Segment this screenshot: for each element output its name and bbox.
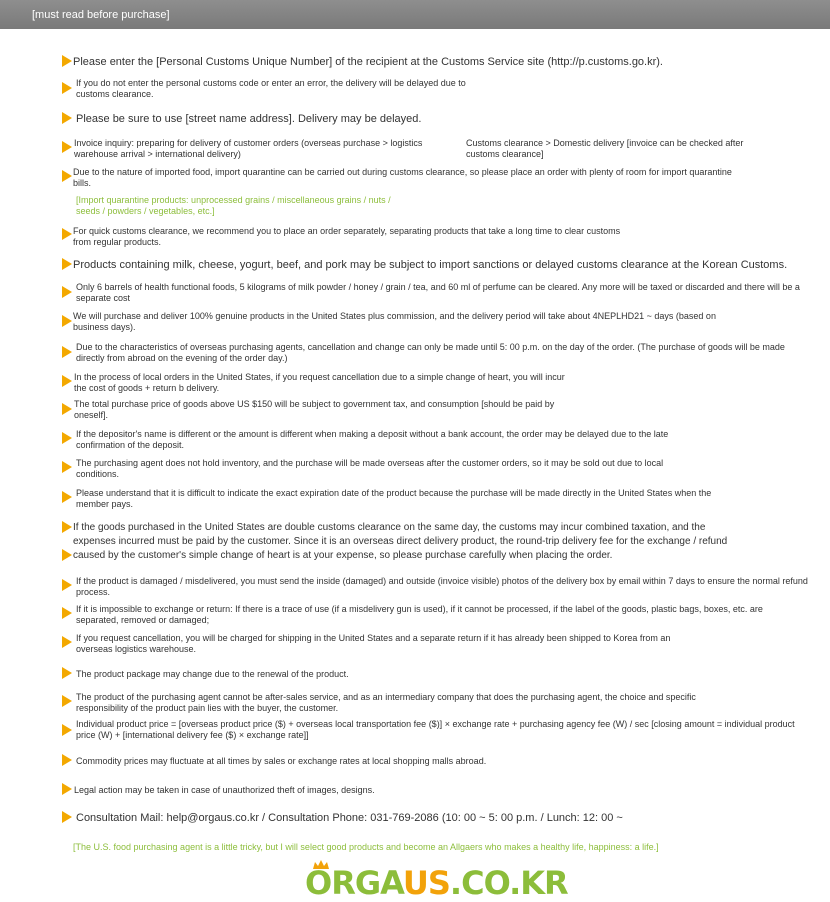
bullet-arrow-icon bbox=[62, 403, 72, 415]
logo-text-orga: ORGA bbox=[305, 864, 403, 902]
notice-item: Due to the characteristics of overseas purchasing agents, cancellation and change can only be made until 5: 00 p.m. on the day of the order. (The purchase of goods will be made directly from abroad on the evening of the order day.) bbox=[76, 342, 785, 363]
bullet-arrow-icon bbox=[62, 346, 72, 358]
bullet-arrow-icon bbox=[62, 375, 72, 387]
notice-item: If you request cancellation, you will be charged for shipping in the United States and a separate return if it has already been shipped to Korea from an overseas logistics warehouse. bbox=[76, 633, 671, 654]
bullet-arrow-icon bbox=[62, 170, 72, 182]
bullet-arrow-icon bbox=[62, 636, 72, 648]
bullet-arrow-icon bbox=[62, 491, 72, 503]
notice-item: Only 6 barrels of health functional foods, 5 kilograms of milk powder / honey / grain / tea, and 60 ml of perfume can be cleared. Any more will be taxed or discarded and there will be a separate cost bbox=[76, 282, 800, 303]
logo-text-domain: .CO.KR bbox=[449, 864, 568, 902]
bullet-arrow-icon bbox=[62, 695, 72, 707]
bullet-arrow-icon bbox=[62, 82, 72, 94]
notice-item: Due to the nature of imported food, import quarantine can be carried out during customs clearance, so please place an order with plenty of room for import quarantine bills. bbox=[73, 167, 732, 188]
bullet-arrow-icon bbox=[62, 432, 72, 444]
header-bar bbox=[0, 0, 830, 29]
notice-item: The purchasing agent does not hold inventory, and the purchase will be made overseas after the customer orders, so it may be sold out due to local conditions. bbox=[76, 458, 664, 479]
bullet-arrow-icon bbox=[62, 315, 72, 327]
notice-item-line: expenses incurred must be paid by the customer. Since it is an overseas direct delivery product, the round-trip delivery fee for the exchange / refund bbox=[73, 536, 728, 547]
bullet-arrow-icon bbox=[62, 549, 72, 561]
bullet-arrow-icon bbox=[62, 286, 72, 298]
bullet-arrow-icon bbox=[62, 667, 72, 679]
bullet-arrow-icon bbox=[62, 754, 72, 766]
notice-item-continued: Customs clearance > Domestic delivery [invoice can be checked after customs clearance] bbox=[466, 138, 744, 159]
bullet-arrow-icon bbox=[62, 55, 72, 67]
page-title: [must read before purchase] bbox=[32, 9, 170, 21]
quarantine-note: [Import quarantine products: unprocessed grains / miscellaneous grains / nuts / seeds / powders / vegetables, etc.] bbox=[76, 195, 391, 216]
notice-item: Please understand that it is difficult to indicate the exact expiration date of the product because the purchase will be made directly in the United States when the member pays. bbox=[76, 488, 712, 509]
footer-tagline: [The U.S. food purchasing agent is a little tricky, but I will select good products and become an Allgaers who makes a healthy life, happiness: a life.] bbox=[73, 842, 659, 852]
notice-item: If the product is damaged / misdelivered, you must send the inside (damaged) and outside (invoice visible) photos of the delivery box by email within 7 days to ensure the normal refund process. bbox=[76, 576, 808, 597]
notice-item: In the process of local orders in the United States, if you request cancellation due to a simple change of heart, you will incur the cost of goods + return b delivery. bbox=[74, 372, 565, 393]
notice-item-line: caused by the customer's simple change of heart is at your expense, so please purchase carefully when placing the order. bbox=[73, 550, 613, 561]
bullet-arrow-icon bbox=[62, 461, 72, 473]
bullet-arrow-icon bbox=[62, 811, 72, 823]
bullet-arrow-icon bbox=[62, 112, 72, 124]
notice-item: If it is impossible to exchange or return: If there is a trace of use (if a misdelivery gun is used), if it cannot be processed, if the label of the goods, plastic bags, boxes, etc. are separated, removed or damaged; bbox=[76, 604, 763, 625]
bullet-arrow-icon bbox=[62, 521, 72, 533]
notice-item: The product package may change due to the renewal of the product. bbox=[76, 669, 349, 679]
notice-item: For quick customs clearance, we recommend you to place an order separately, separating products that take a long time to clear customs from regular products. bbox=[73, 226, 621, 247]
notice-item: The total purchase price of goods above US $150 will be subject to government tax, and consumption [should be paid by oneself]. bbox=[74, 399, 555, 420]
bullet-arrow-icon bbox=[62, 141, 72, 153]
notice-item: Invoice inquiry: preparing for delivery of customer orders (overseas purchase > logistics warehouse arrival > international delivery) bbox=[74, 138, 423, 159]
bullet-arrow-icon bbox=[62, 607, 72, 619]
contact-info: Consultation Mail: help@orgaus.co.kr / Consultation Phone: 031-769-2086 (10: 00 ~ 5: 00 p.m. / Lunch: 12: 00 ~ bbox=[76, 812, 623, 824]
notice-item: Please be sure to use [street name address]. Delivery may be delayed. bbox=[76, 113, 422, 125]
notice-item: We will purchase and deliver 100% genuine products in the United States plus commission, and the delivery period will take about 4NEPLHD21 ~ days (based on business days). bbox=[73, 311, 716, 332]
notice-item: Legal action may be taken in case of unauthorized theft of images, designs. bbox=[74, 785, 375, 795]
notice-item-line: If the goods purchased in the United States are double customs clearance on the same day, the customs may incur combined taxation, and the bbox=[73, 522, 706, 533]
bullet-arrow-icon bbox=[62, 724, 72, 736]
notice-item: If the depositor's name is different or the amount is different when making a deposit without a bank account, the order may be delayed due to the late confirmation of the deposit. bbox=[76, 429, 669, 450]
notice-item: Products containing milk, cheese, yogurt, beef, and pork may be subject to import sanctions or delayed customs clearance at the Korean Customs. bbox=[73, 259, 788, 271]
notice-item: Commodity prices may fluctuate at all times by sales or exchange rates at local shopping malls abroad. bbox=[76, 756, 487, 766]
bullet-arrow-icon bbox=[62, 783, 72, 795]
notice-item: The product of the purchasing agent cannot be after-sales service, and as an intermediary company that does the purchasing agent, the choice and specific responsibility of the product pain lies with the buyer, the customer. bbox=[76, 692, 696, 713]
notice-item: If you do not enter the personal customs code or enter an error, the delivery will be delayed due to customs clearance. bbox=[76, 78, 466, 99]
notice-item: Please enter the [Personal Customs Unique Number] of the recipient at the Customs Service site (http://p.customs.go.kr). bbox=[73, 56, 663, 68]
bullet-arrow-icon bbox=[62, 228, 72, 240]
bullet-arrow-icon bbox=[62, 258, 72, 270]
orgaus-logo bbox=[305, 863, 568, 902]
notice-item: Individual product price = [overseas product price ($) + overseas local transportation fee ($)] × exchange rate + purchasing agency fee (W) / sec [closing amount = individual product price (W) + [international delivery fee ($) × exchange rate]] bbox=[76, 719, 795, 740]
bullet-arrow-icon bbox=[62, 579, 72, 591]
logo-text-us: US bbox=[402, 864, 450, 902]
